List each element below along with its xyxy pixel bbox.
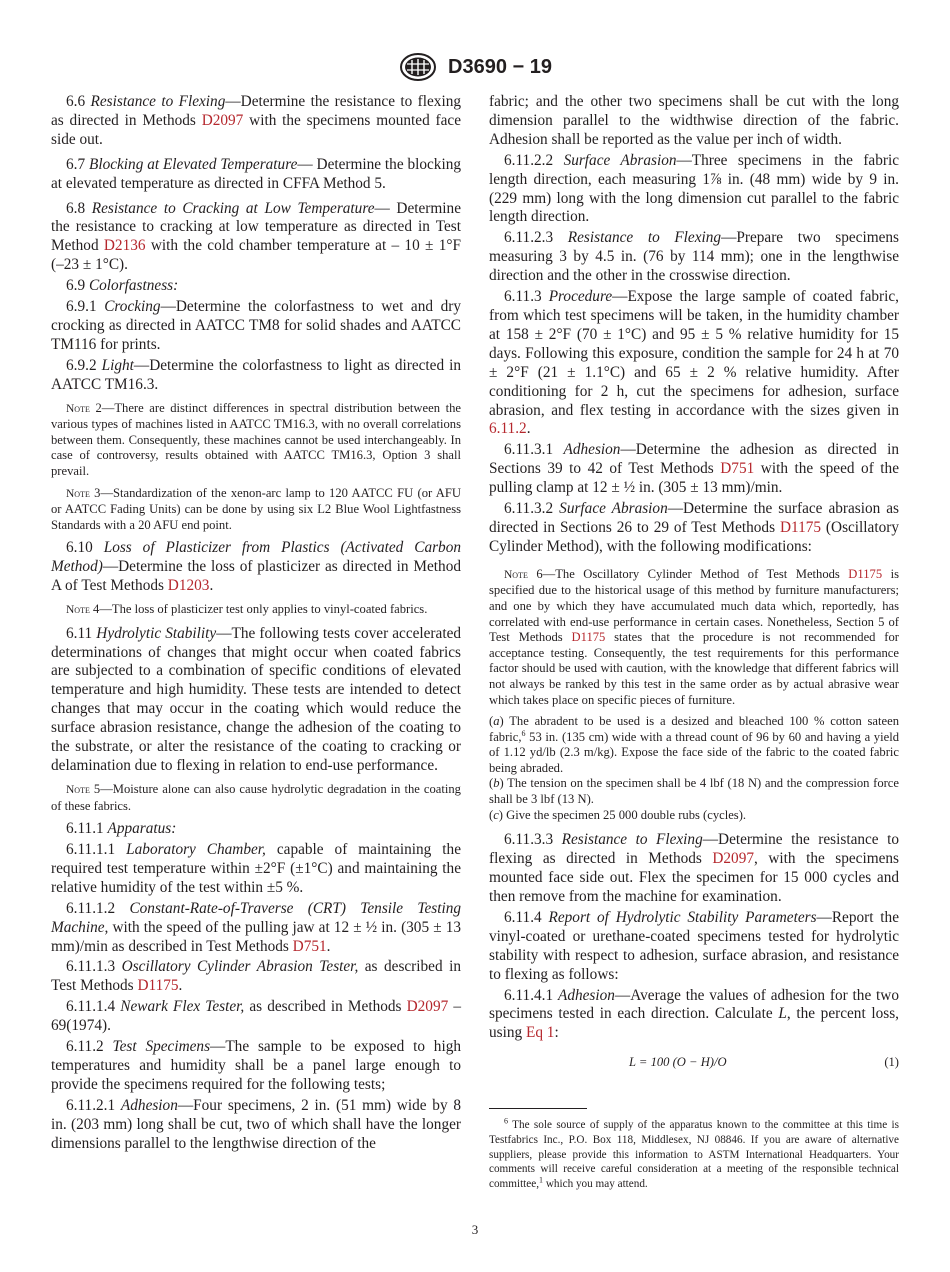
link-d751[interactable]: D751 [720, 460, 755, 478]
section-6-9: 6.9 Colorfastness: [66, 277, 179, 295]
note-4: Note 4—The loss of plasticizer test only applies to vinyl-coated fabrics. [66, 602, 428, 617]
link-6-11-2[interactable]: 6.11.2 [489, 420, 527, 438]
section-6-11-2-1-continued: fabric; and the other two specimens shall be cut with the long dimension parallel to the widthwise direction of the fabric. Adhesion shall be reported as the value per inch of width. [489, 93, 899, 148]
section-6-8: 6.8 Resistance to Cracking at Low Temperature— Determine the resistance to cracking at low temperature as directed in Test Method D2136 with the cold chamber temperature at – 10 ± 1°F (–23 ± 1°C). [51, 199, 461, 274]
link-d1175[interactable]: D1175 [571, 630, 606, 645]
equation-number: (1) [884, 1055, 899, 1070]
section-6-11-2-1: 6.11.2.1 Adhesion—Four specimens, 2 in. (51 mm) wide by 8 in. (203 mm) long shall be cut, two of which shall have the longer dimensions parallel to the lengthwise direction of the [51, 1096, 461, 1152]
note-5: Note 5—Moisture alone can also cause hydrolytic degradation in the coating of these fabrics. [51, 781, 461, 813]
note-6: Note 6—The Oscillatory Cylinder Method of Test Methods D1175 is specified due to the historical usage of this method by furniture manufacturers; and one by which they have accumulated much data which, reportedly, has correlated with end-use performance in certain cases. Nonetheless, Section 5 of Test Methods D1175 states that the procedure is not recommended for acceptance testing. Consequently, the test requirements for this performance factor should be used with caution, with the knowledge that different fabrics will not always be ranked by this test in the same order as by actual abrasive wear which takes place on specific pieces of furniture. [489, 566, 899, 707]
section-6-7: 6.7 Blocking at Elevated Temperature— Determine the blocking at elevated temperature as directed in CFFA Method 5. [51, 155, 462, 192]
link-d2097[interactable]: D2097 [406, 998, 449, 1016]
right-column [489, 93, 899, 1072]
note-2: Note 2—There are distinct differences in spectral distribution between the various types of machines listed in AATCC TM16.3, with no overall correlations between them. Consequently, these machines cannot be used interchangeably. In case of controversy, results obtained with AATCC TM16.3, Option 3 shall prevail. [51, 400, 461, 478]
section-6-9-1: 6.9.1 Crocking—Determine the colorfastness to wet and dry crocking as directed in AATCC TM8 for solid shades and AATCC TM116 for prints. [51, 298, 462, 353]
link-d1175[interactable]: D1175 [779, 518, 822, 536]
section-6-11-3-2: 6.11.3.2 Surface Abrasion—Determine the surface abrasion as directed in Sections 26 to 29 of Test Methods D1175 (Oscillatory Cylinder Method), with the following modifications: [489, 500, 900, 555]
section-6-11-1-2: 6.11.1.2 Constant-Rate-of-Traverse (CRT) Tensile Testing Machine, with the speed of the pulling jaw at 12 ± ½ in. (305 ± 13 mm)/min as described in Test Methods D751. [51, 899, 461, 955]
section-6-6: 6.6 Resistance to Flexing—Determine the resistance to flexing as directed in Methods D2097 with the specimens mounted face side out. [51, 93, 462, 148]
section-6-11-2-2: 6.11.2.2 Surface Abrasion—Three specimens in the fabric length direction, each measuring 1⅞ in. (48 mm) wide by 9 in. (229 mm) long with the long dimension cut parallel to the fabric length direction. [489, 151, 900, 226]
left-column [51, 93, 461, 1154]
section-6-11-3: 6.11.3 Procedure—Expose the large sample of coated fabric, from which test specimens will be taken, in the humidity chamber at 158 ± 2°F (70 ± 1°C) and 95 ± 5 % relative humidity for 15 days. Following this exposure, condition the sample for 24 h at 70 ± 2°F (21 ± 1.1°C) and 65 ± 2 % relative humidity. After conditioning for 2 h, cut the specimens for adhesion, surface abrasion, and flex testing in accordance with the sizes given in 6.11.2. [489, 288, 899, 438]
equation-expression: L = 100 (O − H)/O [629, 1055, 727, 1070]
modification-b: (b) The tension on the specimen shall be 4 lbf (18 N) and the compression force shall be 3 lbf (13 N). [489, 776, 899, 807]
section-6-11: 6.11 Hydrolytic Stability—The following tests cover accelerated determinations of changes that might occur when coated fabrics are subjected to a combination of specific conditions of elevated temperature and high humidity. These tests are intended to detect changes that may occur in the coating which would reduce the surface abrasion resistance, change the adhesion of the coating to the substrate, or alter the resistance of the coating to cracking or delamination due to flexing in relation to end-use performance. [51, 624, 462, 774]
modification-a: (a) The abradent to be used is a desized and bleached 100 % cotton sateen fabric,$^6$ 53 in. (135 cm) wide with a thread count of 96 by 60 and having a yield of 1.12 yd/lb (2.3 m/kg). Expose the face side of the fabric to the coated fabric being abraded. [489, 714, 899, 775]
section-6-11-1-1: 6.11.1.1 Laboratory Chamber, capable of maintaining the required test temperature within ±2°F (±1°C) and maintaining the relative humidity of the test within ±5 %. [51, 841, 461, 896]
link-d1175[interactable]: D1175 [848, 566, 883, 581]
section-6-11-4-1: 6.11.4.1 Adhesion—Average the values of adhesion for the two specimens tested in each direction. Calculate L, the percent loss, using Eq 1: [489, 986, 899, 1042]
note-3: Note 3—Standardization of the xenon-arc lamp to 120 AATCC FU (or AFU or AATCC Fading Units) can be done by using six L2 Blue Wool Lightfastness Standards with a 20 AFU end point. [51, 485, 461, 532]
link-d2097[interactable]: D2097 [712, 850, 755, 868]
section-6-11-1: 6.11.1 Apparatus: [66, 820, 177, 838]
link-d751[interactable]: D751 [292, 937, 327, 955]
section-6-11-1-3: 6.11.1.3 Oscillatory Cylinder Abrasion Tester, as described in Test Methods D1175. [51, 958, 462, 995]
modification-c: (c) Give the specimen 25 000 double rubs (cycles). [489, 807, 747, 822]
section-6-11-2: 6.11.2 Test Specimens—The sample to be exposed to high temperatures and humidity shall be a panel large enough to provide the specimens required for the following tests; [51, 1038, 461, 1093]
equation-1 [489, 1053, 899, 1072]
link-d2136[interactable]: D2136 [103, 237, 146, 255]
section-6-11-3-3: 6.11.3.3 Resistance to Flexing—Determine the resistance to flexing as directed in Methods D2097, with the specimens mounted face side out. Flex the specimen for 15 000 cycles and then remove from the machine for examination. [489, 831, 900, 905]
section-6-10: 6.10 Loss of Plasticizer from Plastics (Activated Carbon Method)—Determine the loss of plasticizer as directed in Method A of Test Methods D1203. [51, 539, 461, 595]
footnote-6: $^6$ The sole source of supply of the apparatus known to the committee at this time is Testfabrics Inc., P.O. Box 118, Middlesex, NJ 08846. If you are aware of alternative suppliers, please provide this information to ASTM International Headquarters. Your comments will receive careful consideration at a meeting of the responsible technical committee,$^1$ which you may attend. [489, 1116, 899, 1191]
link-d1175[interactable]: D1175 [137, 977, 179, 995]
link-d1203[interactable]: D1203 [167, 577, 210, 595]
page-number: 3 [471, 1222, 479, 1237]
page-header [0, 52, 950, 82]
section-6-9-2: 6.9.2 Light—Determine the colorfastness to light as directed in AATCC TM16.3. [51, 356, 461, 393]
section-6-11-1-4: 6.11.1.4 Newark Flex Tester, as described in Methods D2097 – 69(1974). [51, 998, 462, 1035]
link-eq-1[interactable]: Eq 1 [525, 1024, 555, 1042]
section-6-11-4: 6.11.4 Report of Hydrolytic Stability Parameters—Report the vinyl-coated or urethane-coated specimens tested for hydrolytic stability with respect to adhesion, surface abrasion, and resistance to flexing as follows: [489, 908, 899, 983]
link-d2097[interactable]: D2097 [201, 111, 244, 129]
section-6-11-2-3: 6.11.2.3 Resistance to Flexing—Prepare two specimens measuring 3 by 4.5 in. (76 by 114 mm); one in the lengthwise direction and the other in the crosswise direction. [489, 229, 900, 285]
footnote-rule [489, 1108, 587, 1109]
section-6-11-3-1: 6.11.3.1 Adhesion—Determine the adhesion as directed in Sections 39 to 42 of Test Methods D751 with the speed of the pulling clamp at 12 ± ½ in. (305 ± 13 mm)/min. [489, 441, 899, 497]
designation: D3690 − 19 [448, 55, 552, 78]
astm-logo-icon [398, 52, 438, 82]
